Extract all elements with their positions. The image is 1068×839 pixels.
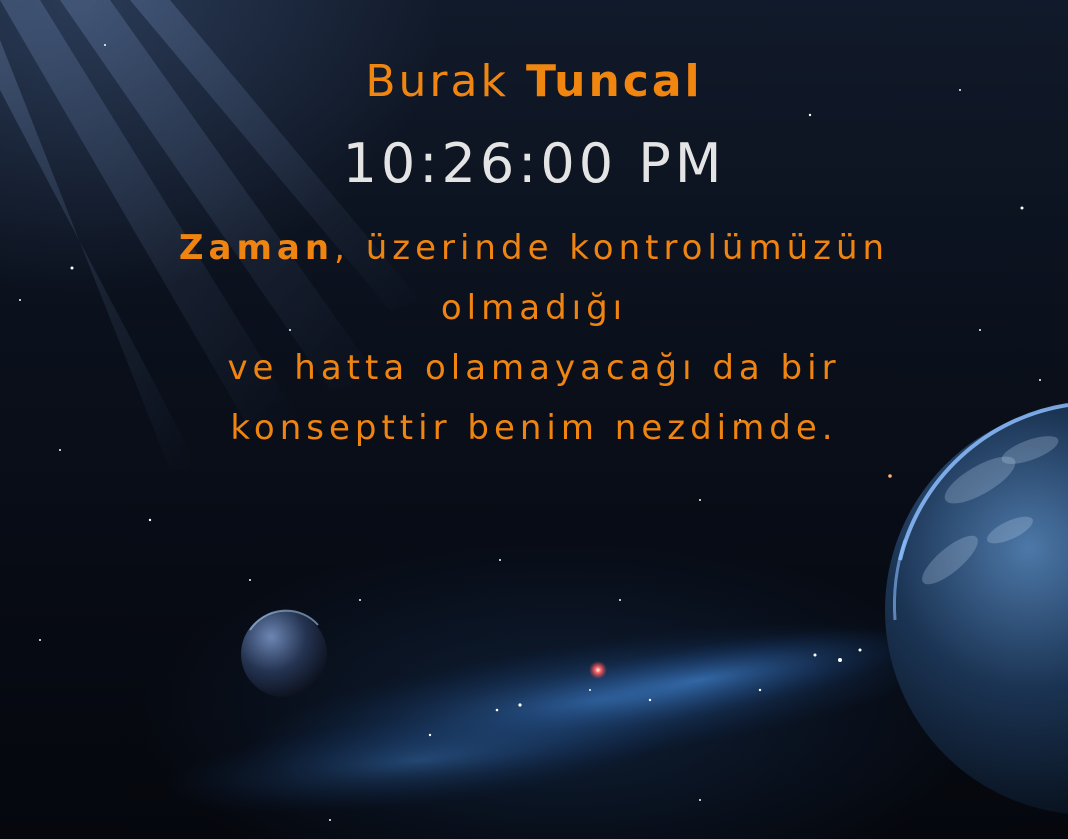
digital-clock: 10:26:00 PM	[342, 132, 726, 195]
red-star	[589, 661, 607, 679]
quote-line-1-rest: , üzerinde kontrolümüzün	[334, 228, 890, 268]
quote-keyword: Zaman	[178, 228, 335, 268]
quote-line-4: konsepttir benim nezdimde.	[230, 408, 838, 448]
author-name	[0, 52, 1068, 112]
quote-line-3: ve hatta olamayacağı da bir	[227, 348, 841, 388]
quote-line-2: olmadığı	[440, 288, 628, 328]
quote-line-1	[130, 218, 938, 278]
last-name: Tuncal	[525, 56, 703, 107]
first-name: Burak	[365, 56, 509, 107]
quote-text	[130, 218, 938, 458]
